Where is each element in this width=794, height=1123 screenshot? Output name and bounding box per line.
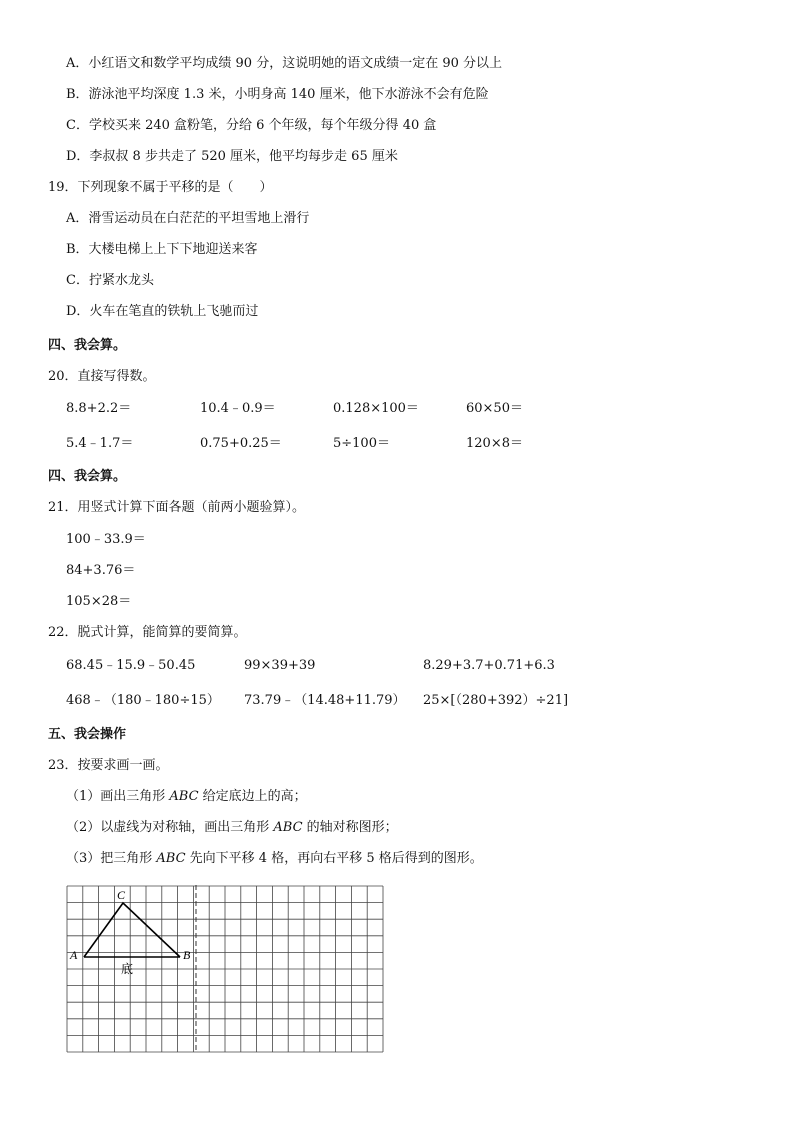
q19-option-a: A．滑雪运动员在白茫茫的平坦雪地上滑行 bbox=[66, 211, 310, 226]
q23-sub3-pre: （3）把三角形 bbox=[66, 851, 157, 866]
vertex-label-b: B bbox=[183, 948, 191, 962]
q20-item: 5.4﹣1.7＝ bbox=[66, 436, 134, 451]
q21-item: 105×28＝ bbox=[66, 594, 132, 609]
q22-item: 8.29+3.7+0.71+6.3 bbox=[423, 658, 555, 673]
q20-item: 5÷100＝ bbox=[333, 436, 390, 451]
q19-option-b: B．大楼电梯上上下下地迎送来客 bbox=[66, 242, 258, 257]
q22-stem: 22．脱式计算，能简算的要简算。 bbox=[48, 625, 247, 640]
q23-sub2-post: 的轴对称图形； bbox=[302, 820, 398, 835]
q21-stem: 21．用竖式计算下面各题（前两小题验算）。 bbox=[48, 500, 306, 515]
q20-item: 0.75+0.25＝ bbox=[200, 436, 282, 451]
q23-sub1-post: 给定底边上的高； bbox=[198, 789, 307, 804]
triangle-name: ABC bbox=[273, 820, 303, 835]
q19-option-c: C．拧紧水龙头 bbox=[66, 273, 154, 288]
triangle-name: ABC bbox=[156, 851, 186, 866]
q23-stem: 23．按要求画一画。 bbox=[48, 758, 169, 773]
q18-option-d: D．李叔叔 8 步共走了 520 厘米，他平均每步走 65 厘米 bbox=[66, 149, 398, 164]
q19-option-d: D．火车在笔直的铁轨上飞驰而过 bbox=[66, 304, 259, 319]
q20-item: 0.128×100＝ bbox=[333, 401, 419, 416]
q23-sub1-pre: （1）画出三角形 bbox=[66, 789, 170, 804]
section-heading-5: 五、我会操作 bbox=[48, 727, 127, 742]
q20-item: 120×8＝ bbox=[466, 436, 523, 451]
grid-lines bbox=[67, 886, 383, 1052]
q22-item: 99×39+39 bbox=[244, 658, 316, 673]
section-heading-4b: 四、我会算。 bbox=[48, 469, 127, 484]
vertex-label-a: A bbox=[70, 948, 78, 962]
q23-sub2-pre: （2）以虚线为对称轴，画出三角形 bbox=[66, 820, 274, 835]
base-label: 底 bbox=[121, 962, 134, 976]
q22-item: 73.79﹣（14.48+11.79） bbox=[244, 693, 406, 708]
q18-option-a: A．小红语文和数学平均成绩 90 分，这说明她的语文成绩一定在 90 分以上 bbox=[66, 56, 503, 71]
q21-item: 84+3.76＝ bbox=[66, 563, 136, 578]
q20-item: 60×50＝ bbox=[466, 401, 523, 416]
q21-item: 100﹣33.9＝ bbox=[66, 532, 146, 547]
q22-item: 68.45﹣15.9﹣50.45 bbox=[66, 658, 196, 673]
q23-sub3-post: 先向下平移 4 格，再向右平移 5 格后得到的图形。 bbox=[185, 851, 483, 866]
q22-item: 25×[（280+392）÷21] bbox=[423, 693, 569, 708]
q23-sub2 bbox=[66, 819, 398, 837]
q18-option-c: C．学校买来 240 盒粉笔，分给 6 个年级，每个年级分得 40 盒 bbox=[66, 118, 437, 133]
q20-stem: 20．直接写得数。 bbox=[48, 369, 156, 384]
grid-figure bbox=[66, 885, 384, 1053]
q23-sub3 bbox=[66, 850, 483, 868]
q23-sub1 bbox=[66, 788, 307, 806]
vertex-label-c: C bbox=[117, 888, 126, 902]
q20-item: 10.4﹣0.9＝ bbox=[200, 401, 276, 416]
q22-item: 468﹣（180﹣180÷15） bbox=[66, 693, 220, 708]
q19-stem: 19．下列现象不属于平移的是（ ） bbox=[48, 180, 273, 195]
q18-option-b: B．游泳池平均深度 1.3 米，小明身高 140 厘米，他下水游泳不会有危险 bbox=[66, 87, 489, 102]
q20-item: 8.8+2.2＝ bbox=[66, 401, 132, 416]
section-heading-4a: 四、我会算。 bbox=[48, 338, 127, 353]
triangle-name: ABC bbox=[169, 789, 199, 804]
